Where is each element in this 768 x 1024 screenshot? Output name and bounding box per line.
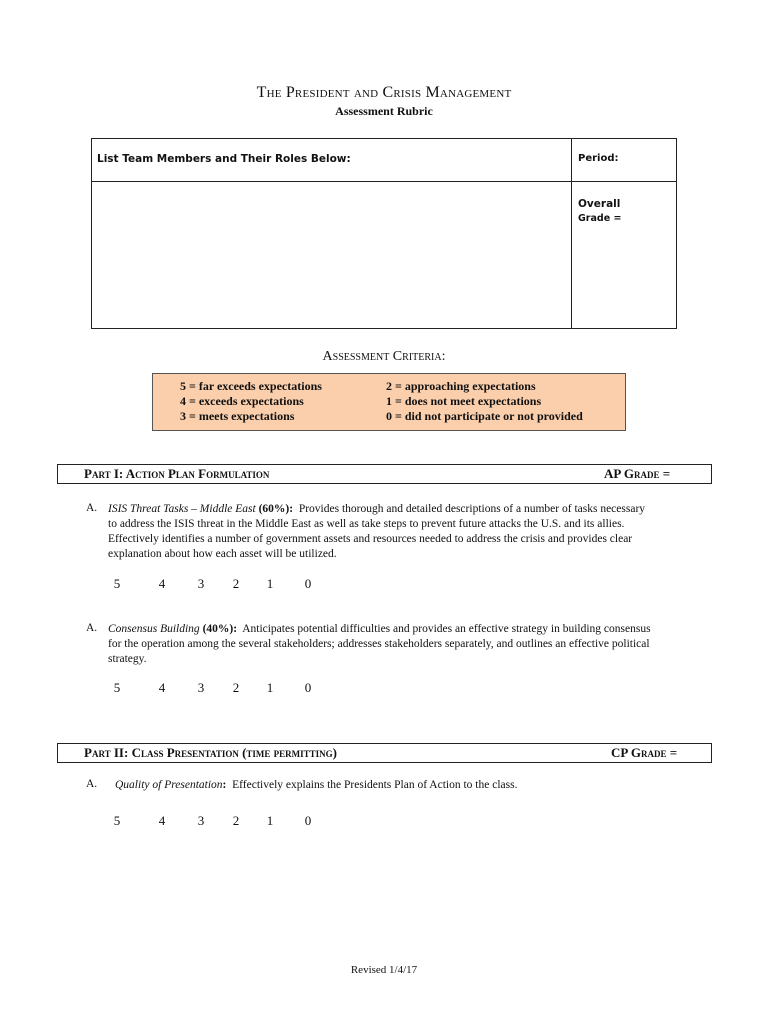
score-option[interactable]: 0	[304, 576, 312, 591]
score-option[interactable]: 4	[158, 680, 166, 695]
page-title: The President and Crisis Management	[256, 84, 512, 101]
criterion-line: to address the ISIS threat in the Middle East as well as take steps to prevent future attacks the U.S. and its allies.	[108, 518, 625, 530]
revision-footer: Revised 1/4/17	[350, 964, 418, 976]
score-option[interactable]: 4	[158, 576, 166, 591]
legend-item: 1 = does not meet expectations	[386, 394, 542, 408]
score-option[interactable]: 3	[197, 813, 205, 828]
team-box-column-divider	[571, 138, 572, 329]
legend-item: 3 = meets expectations	[180, 409, 295, 423]
score-option[interactable]: 1	[266, 680, 274, 695]
score-option[interactable]: 1	[266, 813, 274, 828]
score-option[interactable]: 5	[113, 680, 121, 695]
score-option[interactable]: 5	[113, 813, 121, 828]
item-letter: A.	[86, 622, 98, 634]
overall-grade-label: Grade =	[578, 213, 622, 224]
criterion-name: Consensus Building	[108, 623, 200, 635]
legend-item: 2 = approaching expectations	[386, 379, 536, 393]
score-option[interactable]: 5	[113, 576, 121, 591]
team-members-label: List Team Members and Their Roles Below:	[97, 153, 351, 165]
criterion-line: for the operation among the several stakeholders; addresses stakeholders separately, and outlines an effective political	[108, 638, 650, 650]
period-label: Period:	[578, 153, 619, 164]
criterion-line: Effectively explains the Presidents Plan of Action to the class.	[232, 779, 518, 791]
criterion-line: Provides thorough and detailed descriptions of a number of tasks necessary	[298, 503, 646, 515]
score-option[interactable]: 0	[304, 680, 312, 695]
score-option[interactable]: 3	[197, 576, 205, 591]
criterion-line: Effectively identifies a number of government assets and resources needed to address the crisis and provides clear	[108, 533, 633, 545]
criterion-consensus-building	[108, 622, 708, 667]
item-letter: A.	[86, 778, 98, 790]
criterion-name: ISIS Threat Tasks – Middle East	[108, 503, 256, 515]
part2-title: Part II: Class Presentation (time permitting)	[84, 745, 338, 760]
legend-item: 5 = far exceeds expectations	[180, 379, 322, 393]
score-option[interactable]: 2	[232, 680, 240, 695]
item-letter: A.	[86, 502, 98, 514]
score-option[interactable]: 4	[158, 813, 166, 828]
team-members-box	[91, 138, 677, 329]
overall-label: Overall	[578, 198, 621, 210]
score-option[interactable]: 2	[232, 576, 240, 591]
criterion-weight: (60%):	[258, 503, 294, 515]
criterion-weight: :	[222, 779, 227, 791]
criterion-quality-of-presentation	[115, 778, 705, 793]
criterion-line: explanation about how each asset will be utilized.	[108, 548, 337, 560]
part1-grade-label: AP Grade =	[604, 466, 671, 481]
criterion-line: Anticipates potential difficulties and provides an effective strategy in building consensus	[242, 623, 651, 635]
criterion-isis-threat-tasks	[108, 502, 708, 562]
score-option[interactable]: 3	[197, 680, 205, 695]
criterion-weight: (40%):	[202, 623, 238, 635]
page-subtitle: Assessment Rubric	[335, 104, 433, 118]
team-box-header-divider	[91, 181, 677, 182]
criterion-line: strategy.	[108, 653, 147, 665]
legend-item: 0 = did not participate or not provided	[386, 409, 583, 423]
part2-grade-label: CP Grade =	[611, 745, 678, 760]
score-option[interactable]: 2	[232, 813, 240, 828]
criterion-name: Quality of Presentation	[115, 779, 223, 791]
part1-title: Part I: Action Plan Formulation	[84, 466, 270, 481]
criteria-heading: Assessment Criteria:	[322, 349, 446, 364]
score-option[interactable]: 1	[266, 576, 274, 591]
score-option[interactable]: 0	[304, 813, 312, 828]
legend-item: 4 = exceeds expectations	[180, 394, 304, 408]
